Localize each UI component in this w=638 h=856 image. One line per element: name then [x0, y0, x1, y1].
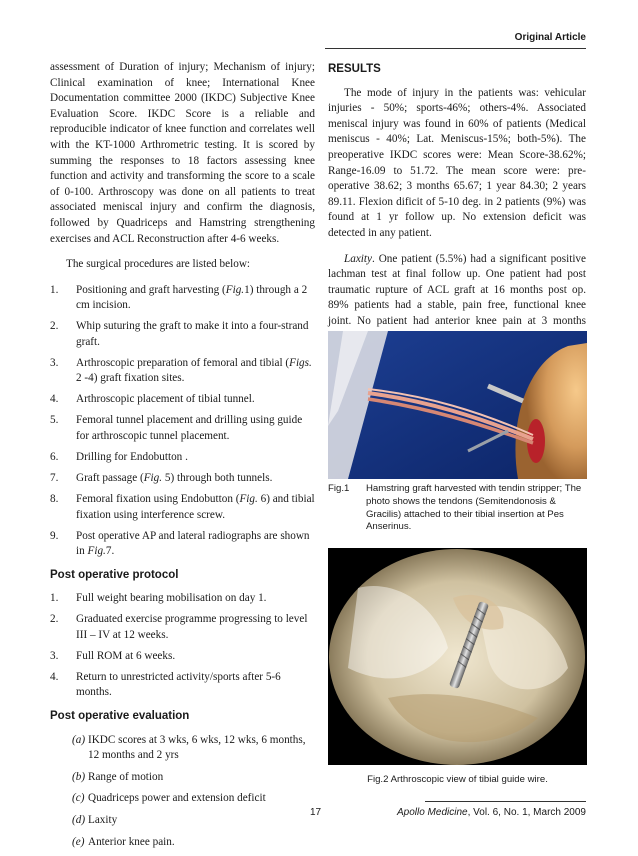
figure-1-photo [328, 331, 587, 479]
figure-2-caption: Fig.2 Arthroscopic view of tibial guide wire. [367, 774, 548, 785]
protocol-item: 1. Full weight bearing mobilisation on day 1. [50, 592, 267, 605]
journal-issue: , Vol. 6, No. 1, March 2009 [467, 807, 586, 818]
evaluation-item: (c) Quadriceps power and extension deficit [72, 792, 266, 805]
footer-rule [425, 801, 586, 802]
procedure-item: 2. Whip suturing the graft to make it into a four-strand graft. [50, 320, 309, 348]
page-number: 17 [310, 807, 322, 818]
laxity-paragraph: Laxity. One patient (5.5%) had a significant positive lachman test at final follow up. One patient had post traumatic rupture of ACL graft at 16 months post op. 89% patients had a stable, pain free, functional knee joint. No patient had anterior knee pain at 3 months [328, 252, 586, 327]
procedure-item: 3. Arthroscopic preparation of femoral and tibial (Figs. 2 -4) graft fixation sites. [50, 356, 312, 385]
section-tag: Original Article [514, 32, 586, 43]
laxity-term: Laxity [344, 252, 372, 265]
results-heading: RESULTS [328, 63, 381, 75]
evaluation-item: (d) Laxity [72, 814, 118, 827]
evaluation-heading: Post operative evaluation [50, 710, 190, 723]
methods-intro-paragraph: assessment of Duration of injury; Mechanism of injury; Clinical examination of knee; International Knee Documentation committee 2000 (IKDC) Subjective Knee Evaluation Score. IKDC Score is a reliable and reproducible indicator of knee function and correlates well with the KT-1000 Arthrometric testing. It is scored by summing the responses to 18 factors assessing knee function and activity and transforming the score to a scale of 0-100. Arthroscopy was done on all patients to treat associated meniscal injury and confirm the diagnosis, followed by Quadriceps and Hamstring strengthening exercises and ACL Reconstruction after 4-6 weeks. [50, 61, 315, 245]
protocol-heading: Post operative protocol [50, 568, 179, 581]
results-paragraph: The mode of injury in the patients was: vehicular injuries - 50%; sports-46%; others-4%. Associated meniscal injury was found in 60% of patients (Medical meniscus - 40%; Lat. Meniscus-15%; both-5%). The preoperative IKDC scores were: Mean Score-38.62%; Range-16.09 to 51.72. The mean score were: pre-operative 38.62; 3 months 65.67; 1 year 84.30; 2 years 89.11. Flexion dificit of 5-10 deg. in 2 patients (9%) was found at 1 yr follow up. No extension deficit was detected in any patient. [328, 86, 586, 239]
protocol-list [50, 591, 315, 701]
procedure-item: 5. Femoral tunnel placement and drilling using guide for arthroscopic tunnel placement. [50, 414, 303, 443]
figure-2-photo [328, 548, 587, 765]
figure-1-caption [328, 483, 588, 534]
procedures-lead: The surgical procedures are listed below: [66, 258, 251, 271]
right-column [328, 62, 586, 371]
procedures-list [50, 283, 315, 560]
procedure-item: 1. Positioning and graft harvesting (Fig.1) through a 2 cm incision. [50, 283, 308, 312]
figure-1-label: Fig.1 [328, 483, 350, 494]
journal-name: Apollo Medicine [396, 807, 468, 818]
protocol-item: 3. Full ROM at 6 weeks. [50, 649, 176, 662]
evaluation-item: (a) IKDC scores at 3 wks, 6 wks, 12 wks, 6 months, 12 months and 2 yrs [72, 733, 306, 762]
left-column [50, 60, 315, 856]
header-rule [325, 48, 586, 49]
procedure-item: 9. Post operative AP and lateral radiographs are shown in Fig.7. [50, 529, 310, 558]
journal-citation [397, 807, 586, 818]
figure-1-caption-text: Hamstring graft harvested with tendin stripper; The photo shows the tendons (Semitendonosis & Gracilis) attached to their tibial insertion at Pes Anserinus. [366, 483, 582, 533]
protocol-item: 4. Return to unrestricted activity/sports after 5-6 months. [50, 670, 281, 699]
evaluation-item: (e) Anterior knee pain. [72, 835, 175, 848]
evaluation-item: (b) Range of motion [72, 770, 164, 783]
procedure-item: 7. Graft passage (Fig. 5) through both tunnels. [50, 472, 273, 484]
procedure-item: 4. Arthroscopic placement of tibial tunnel. [50, 393, 255, 406]
procedure-item: 6. Drilling for Endobutton . [50, 451, 188, 464]
procedure-item: 8. Femoral fixation using Endobutton (Fig. 6) and tibial fixation using interference screw. [50, 492, 315, 521]
protocol-item: 2. Graduated exercise programme progressing to level III – IV at 12 weeks. [50, 613, 308, 641]
evaluation-list [50, 733, 315, 851]
